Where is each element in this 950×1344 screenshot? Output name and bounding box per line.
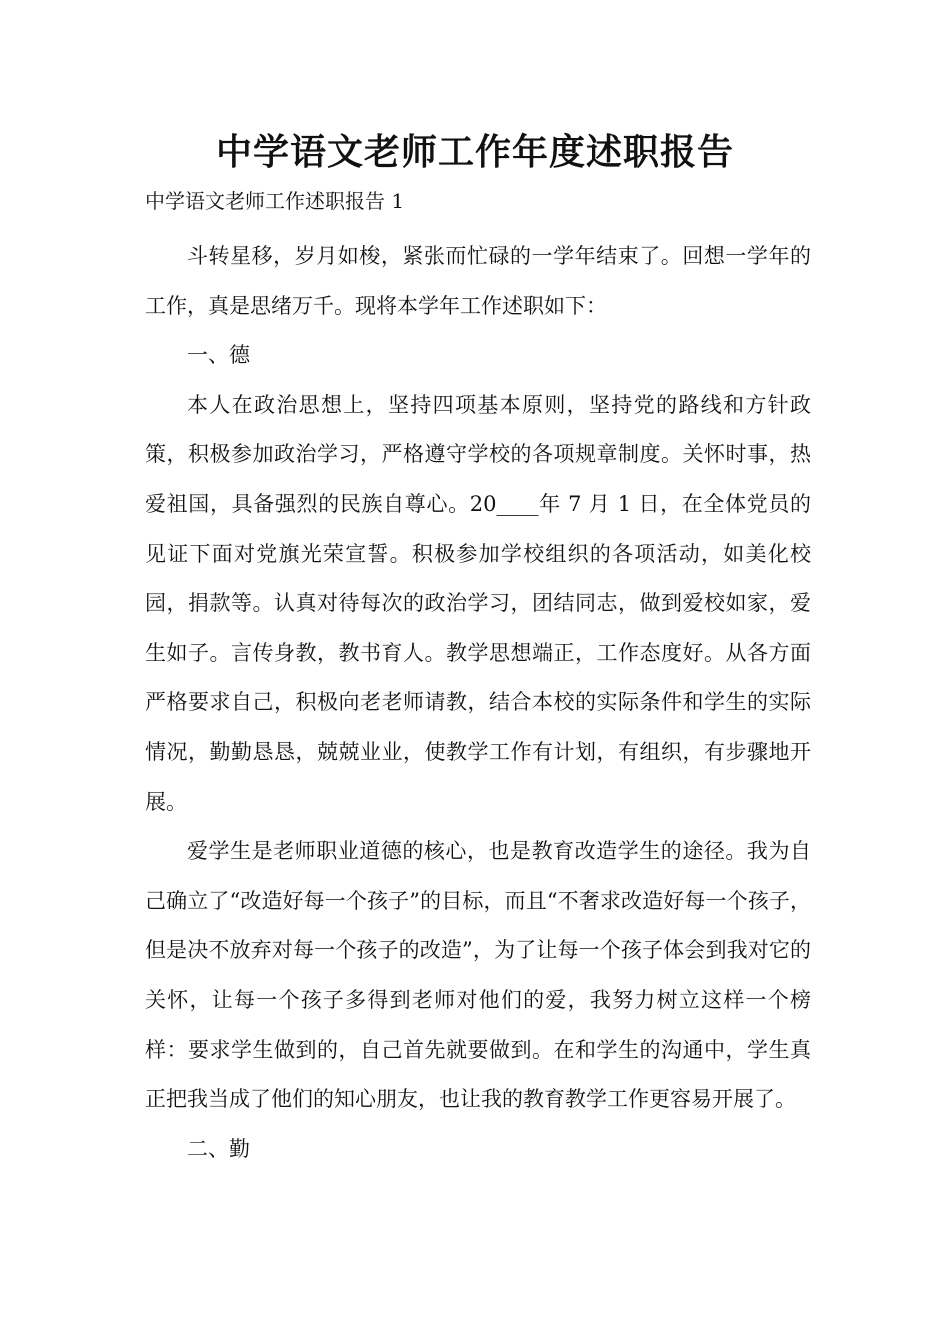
paragraph-de-politics: 本人在政治思想上，坚持四项基本原则，坚持党的路线和方针政策，积极参加政治学习，严格遵守学校的各项规章制度。关怀时事，热爱祖国，具备强烈的民族自尊心。20____年 7 月 1 日，在全体党员的见证下面对党旗光荣宣誓。积极参加学校组织的各项活动，如美化校园，捐款等。认真对待每次的政治学习，团结同志，做到爱校如家，爱生如子。言传身教，教书育人。教学思想端正，工作态度好。从各方面严格要求自己，积极向老老师请教，结合本校的实际条件和学生的实际情况，勤勤恳恳，兢兢业业，使教学工作有计划，有组织，有步骤地开展。: [145, 392, 811, 814]
document-body: [145, 232, 811, 1174]
section-heading-qin: 二、勤: [187, 1136, 250, 1161]
section-heading-de: 一、德: [187, 343, 250, 368]
document-subtitle: 中学语文老师工作述职报告 1: [145, 189, 405, 213]
document-title: 中学语文老师工作年度述职报告: [215, 131, 734, 173]
paragraph-intro: 斗转星移，岁月如梭，紧张而忙碌的一学年结束了。回想一学年的工作，真是思绪万千。现将本学年工作述职如下：: [145, 244, 811, 318]
paragraph-de-love-students: 爱学生是老师职业道德的核心，也是教育改造学生的途径。我为自己确立了“改造好每一个孩子”的目标，而且“不奢求改造好每一个孩子，但是决不放弃对每一个孩子的改造”，为了让每一个孩子体会到我对它的关怀，让每一个孩子多得到老师对他们的爱，我努力树立这样一个榜样：要求学生做到的，自己首先就要做到。在和学生的沟通中，学生真正把我当成了他们的知心朋友，也让我的教育教学工作更容易开展了。: [145, 839, 811, 1112]
